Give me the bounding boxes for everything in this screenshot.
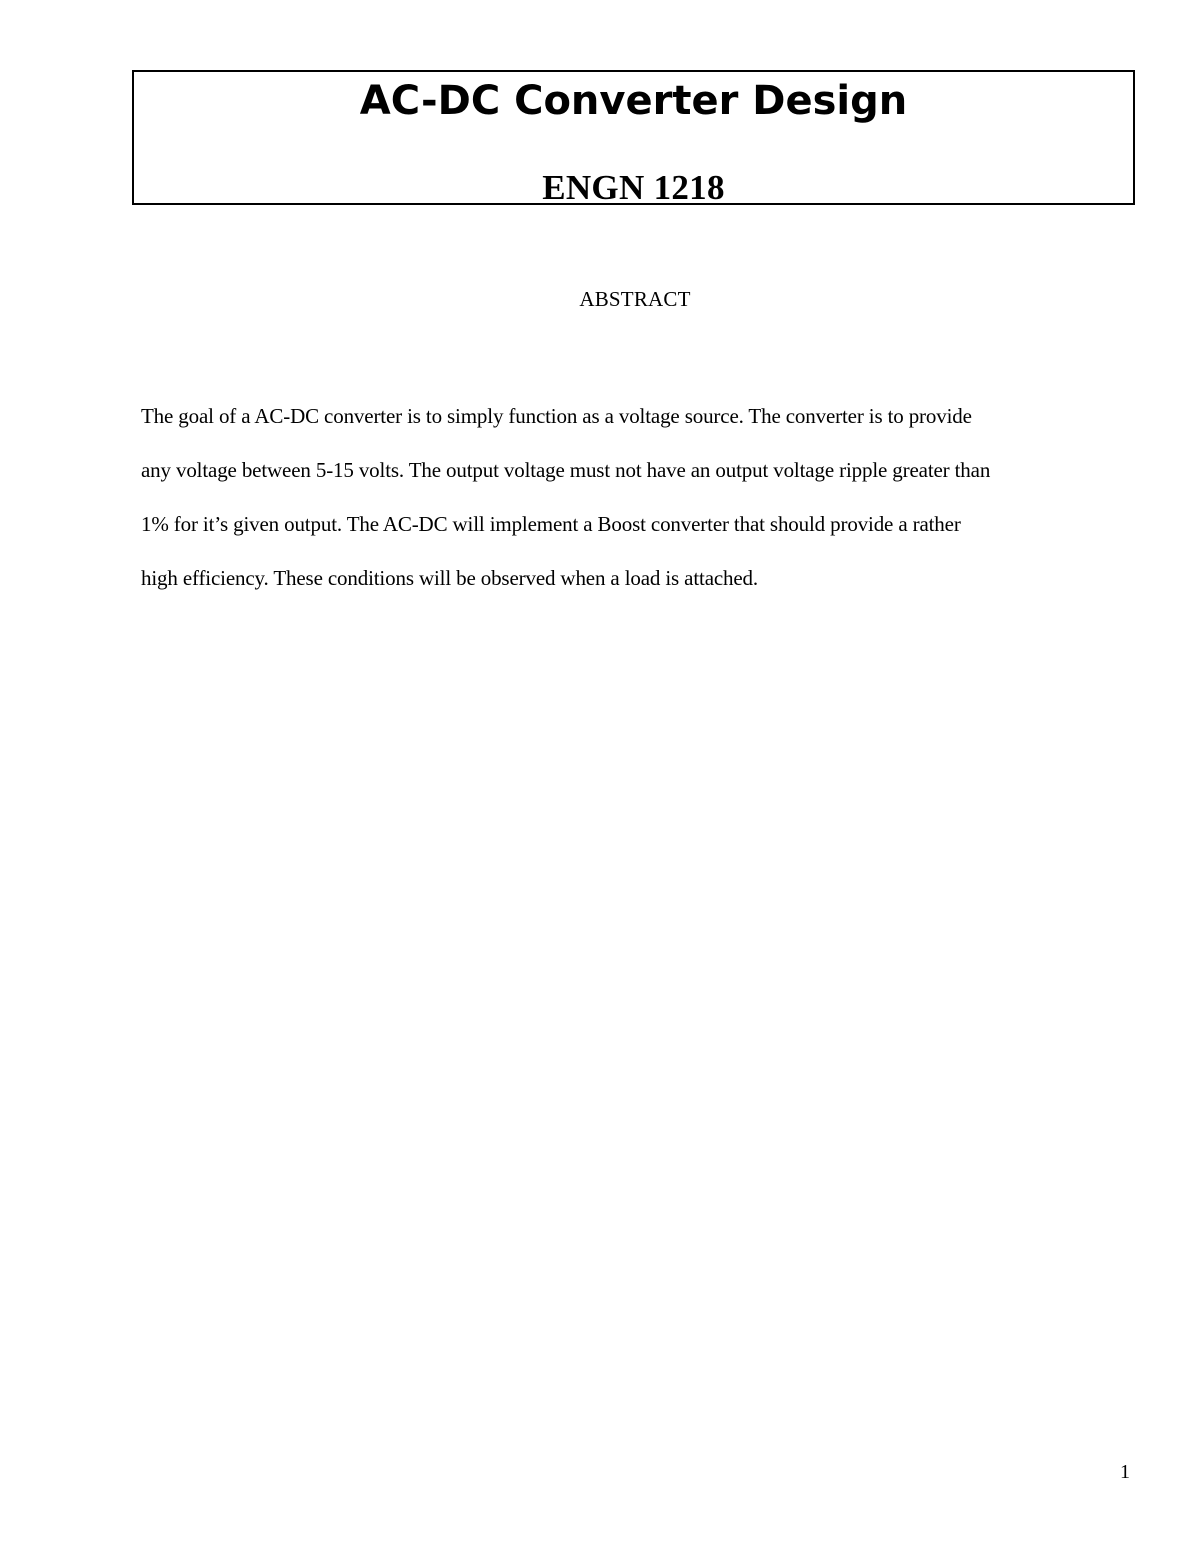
abstract-heading: ABSTRACT	[579, 287, 691, 311]
abstract-paragraph	[141, 389, 1121, 605]
abstract-line: The goal of a AC-DC converter is to simply function as a voltage source. The converter is to provide	[141, 404, 972, 428]
title-box	[132, 70, 1135, 205]
abstract-line: any voltage between 5-15 volts. The output voltage must not have an output voltage ripple greater than	[141, 458, 991, 482]
page-number: 1	[1120, 1461, 1130, 1483]
document-title: AC-DC Converter Design	[359, 78, 908, 124]
abstract-line: 1% for it’s given output. The AC-DC will implement a Boost converter that should provide a rather	[141, 512, 961, 536]
course-code: ENGN 1218	[542, 168, 725, 207]
abstract-line: high efficiency. These conditions will be observed when a load is attached.	[141, 566, 759, 590]
